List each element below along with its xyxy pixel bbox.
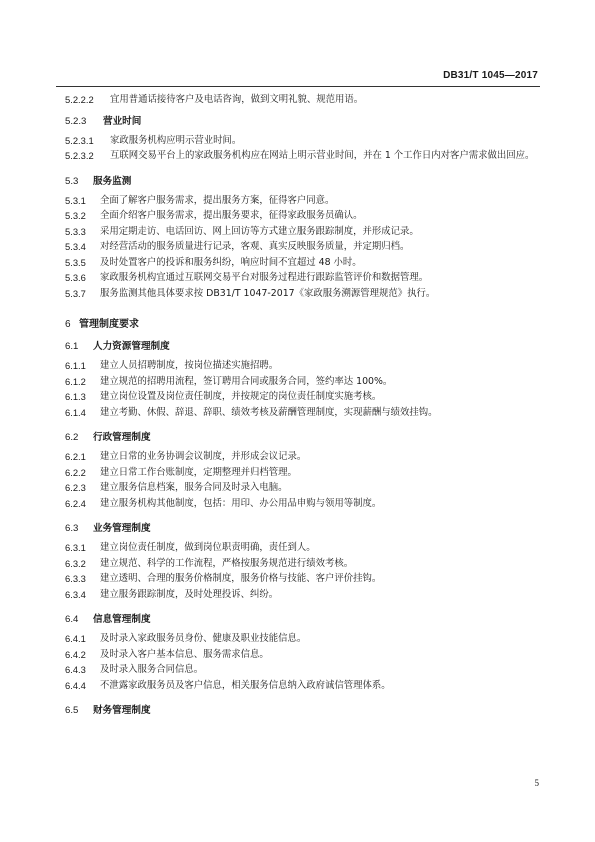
clause [65, 374, 540, 390]
heading-text: 人力资源管理制度 [93, 341, 170, 352]
clause-number: 6.4.1 [65, 633, 86, 644]
heading-number: 6.3 [65, 523, 79, 534]
clause-text: 不泄露家政服务员及客户信息，相关服务信息纳入政府诚信管理体系。 [100, 679, 391, 691]
heading-text: 服务监测 [93, 175, 132, 187]
section-heading [65, 339, 540, 355]
clause-text: 宜用普通话接待客户及电话咨询，做到文明礼貌、规范用语。 [110, 94, 364, 105]
clause-number: 6.1.2 [65, 375, 86, 387]
page-number: 5 [534, 778, 539, 788]
clause-text: 采用定期走访、电话回访、网上回访等方式建立服务跟踪制度，并形成记录。 [100, 225, 419, 237]
clause [65, 92, 540, 108]
clause-number: 6.2.3 [65, 482, 86, 493]
clause-number: 5.3.2 [65, 210, 86, 221]
clause-number: 6.4.4 [65, 679, 86, 691]
clause-text: 家政服务机构宜通过互联网交易平台对服务过程进行跟踪监管评价和数据管理。 [100, 272, 429, 283]
clause [65, 208, 540, 224]
clause-number: 5.3.7 [65, 287, 86, 299]
clause-number: 6.4.3 [65, 664, 86, 675]
clause-number: 6.2.1 [65, 451, 86, 462]
clause [65, 224, 540, 240]
section-heading [65, 521, 540, 537]
chapter-heading [65, 317, 540, 333]
heading-number: 5.2.3 [65, 115, 87, 127]
clause-number: 6.2.2 [65, 466, 86, 478]
clause-number: 6.1.4 [65, 406, 86, 418]
clause-text: 建立服务机构其他制度，包括：用印、办公用品申购与领用等制度。 [100, 497, 382, 509]
section-heading [65, 703, 540, 719]
clause-text: 建立考勤、休假、辞退、辞职、绩效考核及薪酬管理制度，实现薪酬与绩效挂钩。 [100, 406, 438, 418]
clause-number: 6.1.1 [65, 360, 86, 371]
clause [65, 286, 540, 302]
heading-text: 业务管理制度 [93, 523, 151, 534]
clause [65, 662, 540, 678]
section-heading [65, 174, 540, 190]
clause-text: 及时录入家政服务员身份、健康及职业技能信息。 [100, 633, 307, 644]
heading-number: 6 [65, 319, 71, 330]
clause-text: 对经营活动的服务质量进行记录，客观、真实反映服务质量，并定期归档。 [100, 241, 410, 252]
clause [65, 571, 540, 587]
clause [65, 587, 540, 603]
clause-number: 5.3.1 [65, 194, 86, 206]
clause-number: 6.1.3 [65, 391, 86, 402]
heading-text: 行政管理制度 [93, 432, 151, 443]
clause-number: 5.3.6 [65, 272, 86, 283]
clause-number: 5.2.3.1 [65, 134, 94, 146]
clause-text: 建立透明、合理的服务价格制度，服务价格与技能、客户评价挂钩。 [100, 573, 382, 584]
clause-number: 5.2.3.2 [65, 150, 94, 161]
clause [65, 358, 540, 374]
clause [65, 540, 540, 556]
heading-number: 5.3 [65, 175, 79, 187]
clause [65, 465, 540, 481]
clause [65, 148, 540, 164]
heading-number: 6.1 [65, 341, 79, 352]
clause-number: 6.3.2 [65, 557, 86, 569]
standard-code: DB31/T 1045—2017 [443, 70, 538, 81]
clause-number: 6.2.4 [65, 497, 86, 509]
heading-number: 6.5 [65, 705, 79, 716]
clause-number: 6.3.4 [65, 588, 86, 600]
clause-text: 建立规范的招聘用流程，签订聘用合同或服务合同，签约率达 100%。 [100, 375, 393, 387]
clause-text: 建立岗位设置及岗位责任制度，并按规定的岗位责任制度实施考核。 [100, 391, 382, 402]
clause-text: 建立规范、科学的工作流程，严格按服务规范进行绩效考核。 [100, 557, 354, 569]
clause-text: 建立岗位责任制度，做到岗位职责明确，责任到人。 [100, 542, 316, 553]
clause [65, 255, 540, 271]
heading-number: 6.4 [65, 614, 79, 625]
clause-text: 及时处置客户的投诉和服务纠纷，响应时间不宜超过 48 小时。 [100, 256, 362, 268]
clause-number: 5.3.5 [65, 256, 86, 268]
clause-number: 5.2.2.2 [65, 94, 94, 105]
clause [65, 496, 540, 512]
clause-text: 建立人员招聘制度，按岗位描述实施招聘。 [100, 360, 279, 371]
clause-number: 6.3.3 [65, 573, 86, 584]
heading-number: 6.2 [65, 432, 79, 443]
heading-text: 管理制度要求 [79, 319, 139, 330]
clause [65, 449, 540, 465]
clause-number: 6.3.1 [65, 542, 86, 553]
clause-text: 互联网交易平台上的家政服务机构应在网站上明示营业时间，并在 1 个工作日内对客户需求做出回应。 [110, 150, 535, 161]
clause [65, 631, 540, 647]
clause-text: 建立日常工作台账制度，定期整理并归档管理。 [100, 466, 297, 478]
section-heading [65, 612, 540, 628]
clause-text: 服务监测其他具体要求按 DB31/T 1047-2017《家政服务溯源管理规范》执行。 [100, 287, 436, 299]
clause-number: 5.3.4 [65, 241, 86, 252]
document-body [65, 92, 540, 722]
clause [65, 480, 540, 496]
clause [65, 239, 540, 255]
clause-text: 及时录入客户基本信息、服务需求信息。 [100, 648, 269, 660]
clause [65, 556, 540, 572]
clause-text: 全面介绍客户服务需求，提出服务要求，征得家政服务员确认。 [100, 210, 363, 221]
clause [65, 133, 540, 149]
clause [65, 405, 540, 421]
heading-text: 信息管理制度 [93, 614, 151, 625]
heading-text: 财务管理制度 [93, 705, 151, 716]
clause-text: 全面了解客户服务需求，提出服务方案，征得客户同意。 [100, 194, 335, 206]
clause-text: 建立服务信息档案，服务合同及时录入电脑。 [100, 482, 288, 493]
clause [65, 678, 540, 694]
clause [65, 647, 540, 663]
clause [65, 193, 540, 209]
heading-text: 营业时间 [103, 115, 142, 127]
subsection-heading [65, 114, 540, 130]
clause-text: 建立服务跟踪制度，及时处理投诉、纠纷。 [100, 588, 279, 600]
clause-number: 6.4.2 [65, 648, 86, 660]
clause-text: 家政服务机构应明示营业时间。 [110, 134, 242, 146]
clause-number: 5.3.3 [65, 225, 86, 237]
clause-text: 及时录入服务合同信息。 [100, 664, 204, 675]
clause [65, 389, 540, 405]
clause [65, 270, 540, 286]
clause-text: 建立日常的业务协调会议制度，并形成会议记录。 [100, 451, 307, 462]
header-divider [56, 86, 540, 87]
section-heading [65, 430, 540, 446]
